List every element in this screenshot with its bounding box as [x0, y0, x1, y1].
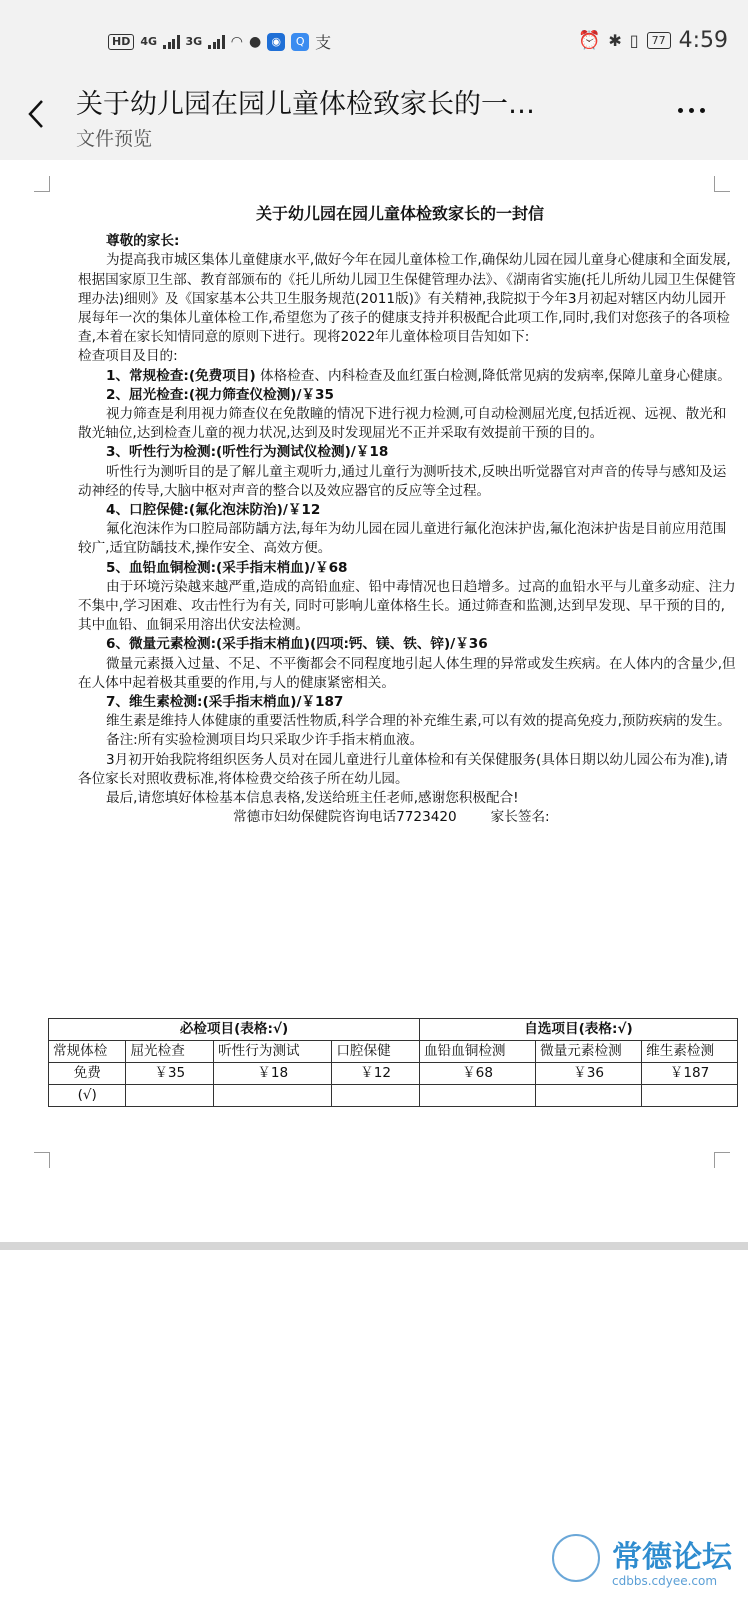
- check-mark-cell: (√): [49, 1085, 126, 1107]
- item-4-text: 氟化泡沫作为口腔局部防龋方法,每年为幼儿园在园儿童进行氟化泡沫护齿,氟化泡沫护齿是目前应用范围较广,适宜防龋技术,操作安全、高效方便。: [78, 521, 727, 557]
- item-5-text: 由于环境污染越来越严重,造成的高铅血症、铅中毒情况也日趋增多。过高的血铅水平与儿童多动症、注力不集中,学习困难、攻击性行为有关, 同时可影响儿童体格生长。通过筛查和监测,达到早发现、早干预的目的,其中血铅、血铜采用溶出伏安法检测。: [78, 578, 736, 634]
- crop-mark: [714, 176, 730, 192]
- empty-cell: [126, 1085, 214, 1107]
- crop-mark: [714, 1152, 730, 1168]
- items-heading: 检查项目及目的:: [78, 348, 178, 365]
- watermark-url: cdbbs.cdyee.com: [612, 1574, 718, 1588]
- checkup-table: [48, 1018, 738, 1107]
- signal-label-2: 3G: [185, 35, 203, 48]
- empty-cell: [536, 1085, 642, 1107]
- item-2-text: 视力筛查是利用视力筛查仪在免散瞳的情况下进行视力检测,可自动检测屈光度,包括近视、远视、散光和散光轴位,达到检查儿童的视力状况,达到及时发现屈光不正并采取有效提前干预的目的。: [78, 406, 727, 442]
- battery-icon: 77: [647, 32, 671, 49]
- signal-icon-2: [208, 35, 225, 49]
- item-1: [78, 367, 738, 386]
- column-label: 屈光检查: [126, 1041, 214, 1063]
- schedule-paragraph: 3月初开始我院将组织医务人员对在园儿童进行儿童体检和有关保健服务(具体日期以幼儿园公布为准),请各位家长对照收费标准,将体检费交给孩子所在幼儿园。: [78, 751, 728, 787]
- message-icon: ●: [248, 33, 262, 50]
- letter-body: [78, 204, 738, 831]
- signal-icon: [163, 35, 180, 49]
- price-cell: ￥187: [642, 1063, 738, 1085]
- vibrate-icon: ▯: [629, 31, 639, 50]
- table-check-row: [49, 1085, 738, 1107]
- document-subtitle: 文件预览: [76, 128, 153, 150]
- contact-line: [78, 808, 738, 827]
- empty-cell: [214, 1085, 332, 1107]
- status-right: [578, 28, 728, 53]
- alarm-icon: ⏰: [577, 30, 601, 51]
- letter-title: 关于幼儿园在园儿童体检致家长的一封信: [255, 204, 544, 223]
- required-items-header: 必检项目(表格:√): [49, 1019, 420, 1041]
- table-price-row: [49, 1063, 738, 1085]
- status-bar: [0, 0, 748, 78]
- search-app-icon: Q: [291, 33, 309, 51]
- crop-mark: [34, 176, 50, 192]
- column-label: 常规体检: [49, 1041, 126, 1063]
- clock: 4:59: [678, 28, 728, 53]
- closing-paragraph: 最后,请您填好体检基本信息表格,发送给班主任老师,感谢您积极配合!: [106, 790, 519, 807]
- hd-badge: HD: [108, 34, 134, 50]
- price-cell: ￥12: [332, 1063, 420, 1085]
- item-6-title: 6、微量元素检测:(采手指末梢血)(四项:钙、镁、铁、锌)/￥36: [106, 636, 488, 653]
- app-icon: ◉: [267, 33, 285, 51]
- table-columns-row: [49, 1041, 738, 1063]
- status-left: [108, 30, 331, 53]
- seal-icon: [552, 1534, 600, 1582]
- price-cell: ￥18: [214, 1063, 332, 1085]
- item-1-title: 1、常规检查:(免费项目): [106, 367, 256, 384]
- price-cell: 免费: [49, 1063, 126, 1085]
- contact-phone: 常德市妇幼保健院咨询电话7723420: [233, 809, 457, 826]
- item-5-title: 5、血铅血铜检测:(采手指末梢血)/￥68: [106, 559, 348, 576]
- wifi-icon: ◠: [230, 33, 243, 50]
- forum-watermark: [552, 1530, 742, 1594]
- price-cell: ￥68: [419, 1063, 535, 1085]
- column-label: 血铅血铜检测: [419, 1041, 535, 1063]
- greeting: 尊敬的家长:: [106, 233, 180, 250]
- back-arrow-icon[interactable]: [20, 96, 56, 132]
- empty-cell: [419, 1085, 535, 1107]
- item-1-text: 体格检查、内科检查及血红蛋白检测,降低常见病的发病率,保障儿童身心健康。: [255, 367, 731, 384]
- price-cell: ￥36: [536, 1063, 642, 1085]
- column-label: 维生素检测: [642, 1041, 738, 1063]
- page-separator: [0, 1242, 748, 1250]
- empty-cell: [642, 1085, 738, 1107]
- signal-label-1: 4G: [140, 35, 158, 48]
- parent-signature-label: 家长签名:: [490, 809, 550, 826]
- item-2-title: 2、屈光检查:(视力筛查仪检测)/￥35: [106, 386, 334, 403]
- empty-cell: [332, 1085, 420, 1107]
- intro-paragraph: 为提高我市城区集体儿童健康水平,做好今年在园儿童体检工作,确保幼儿园在园儿童身心健康和全面发展,根据国家原卫生部、教育部颁布的《托儿所幼儿园卫生保健管理办法》、《湖南省实施(托儿所幼儿园卫生保健管理办法)细则》及《国家基本公共卫生服务规范(2011版)》有关精神,我院拟于今年3月初起对辖区内幼儿园开展每年一次的集体儿童体检工作,希望您为了孩子的健康支持并积极配合此项工作,同时,我们对您孩子的各项检查,本着在家长知情同意的原则下进行。现将2022年儿童体检项目告知如下:: [78, 252, 736, 346]
- note: 备注:所有实验检测项目均只采取少许手指末梢血液。: [106, 732, 424, 749]
- item-6-text: 微量元素摄入过量、不足、不平衡都会不同程度地引起人体生理的异常或发生疾病。在人体内的含量少,但在人体中起着极其重要的作用,与人的健康紧密相关。: [78, 655, 736, 691]
- bluetooth-icon: ✱: [608, 31, 622, 50]
- column-label: 口腔保健: [332, 1041, 420, 1063]
- optional-items-header: 自选项目(表格:√): [419, 1019, 737, 1041]
- item-7-text: 维生素是维持人体健康的重要活性物质,科学合理的补充维生素,可以有效的提高免疫力,预防疾病的发生。: [106, 713, 731, 730]
- document-page: [0, 160, 748, 1242]
- column-label: 微量元素检测: [536, 1041, 642, 1063]
- item-4-title: 4、口腔保健:(氟化泡沫防治)/￥12: [106, 502, 321, 519]
- item-3-text: 听性行为测听目的是了解儿童主观听力,通过儿童行为测听技术,反映出听觉器官对声音的传导与感知及运动神经的传导,大脑中枢对声音的整合以及效应器官的反应等全过程。: [78, 463, 727, 499]
- alipay-icon: 支: [315, 33, 332, 52]
- item-7-title: 7、维生素检测:(采手指末梢血)/￥187: [106, 694, 344, 711]
- watermark-text: 常德论坛: [612, 1540, 732, 1575]
- document-title: 关于幼儿园在园儿童体检致家长的一…: [76, 89, 535, 120]
- crop-mark: [34, 1152, 50, 1168]
- item-3-title: 3、听性行为检测:(听性行为测试仪检测)/￥18: [106, 444, 389, 461]
- more-options-icon[interactable]: [678, 108, 714, 120]
- column-label: 听性行为测试: [214, 1041, 332, 1063]
- title-bar: [0, 78, 748, 160]
- table-header-row: [49, 1019, 738, 1041]
- price-cell: ￥35: [126, 1063, 214, 1085]
